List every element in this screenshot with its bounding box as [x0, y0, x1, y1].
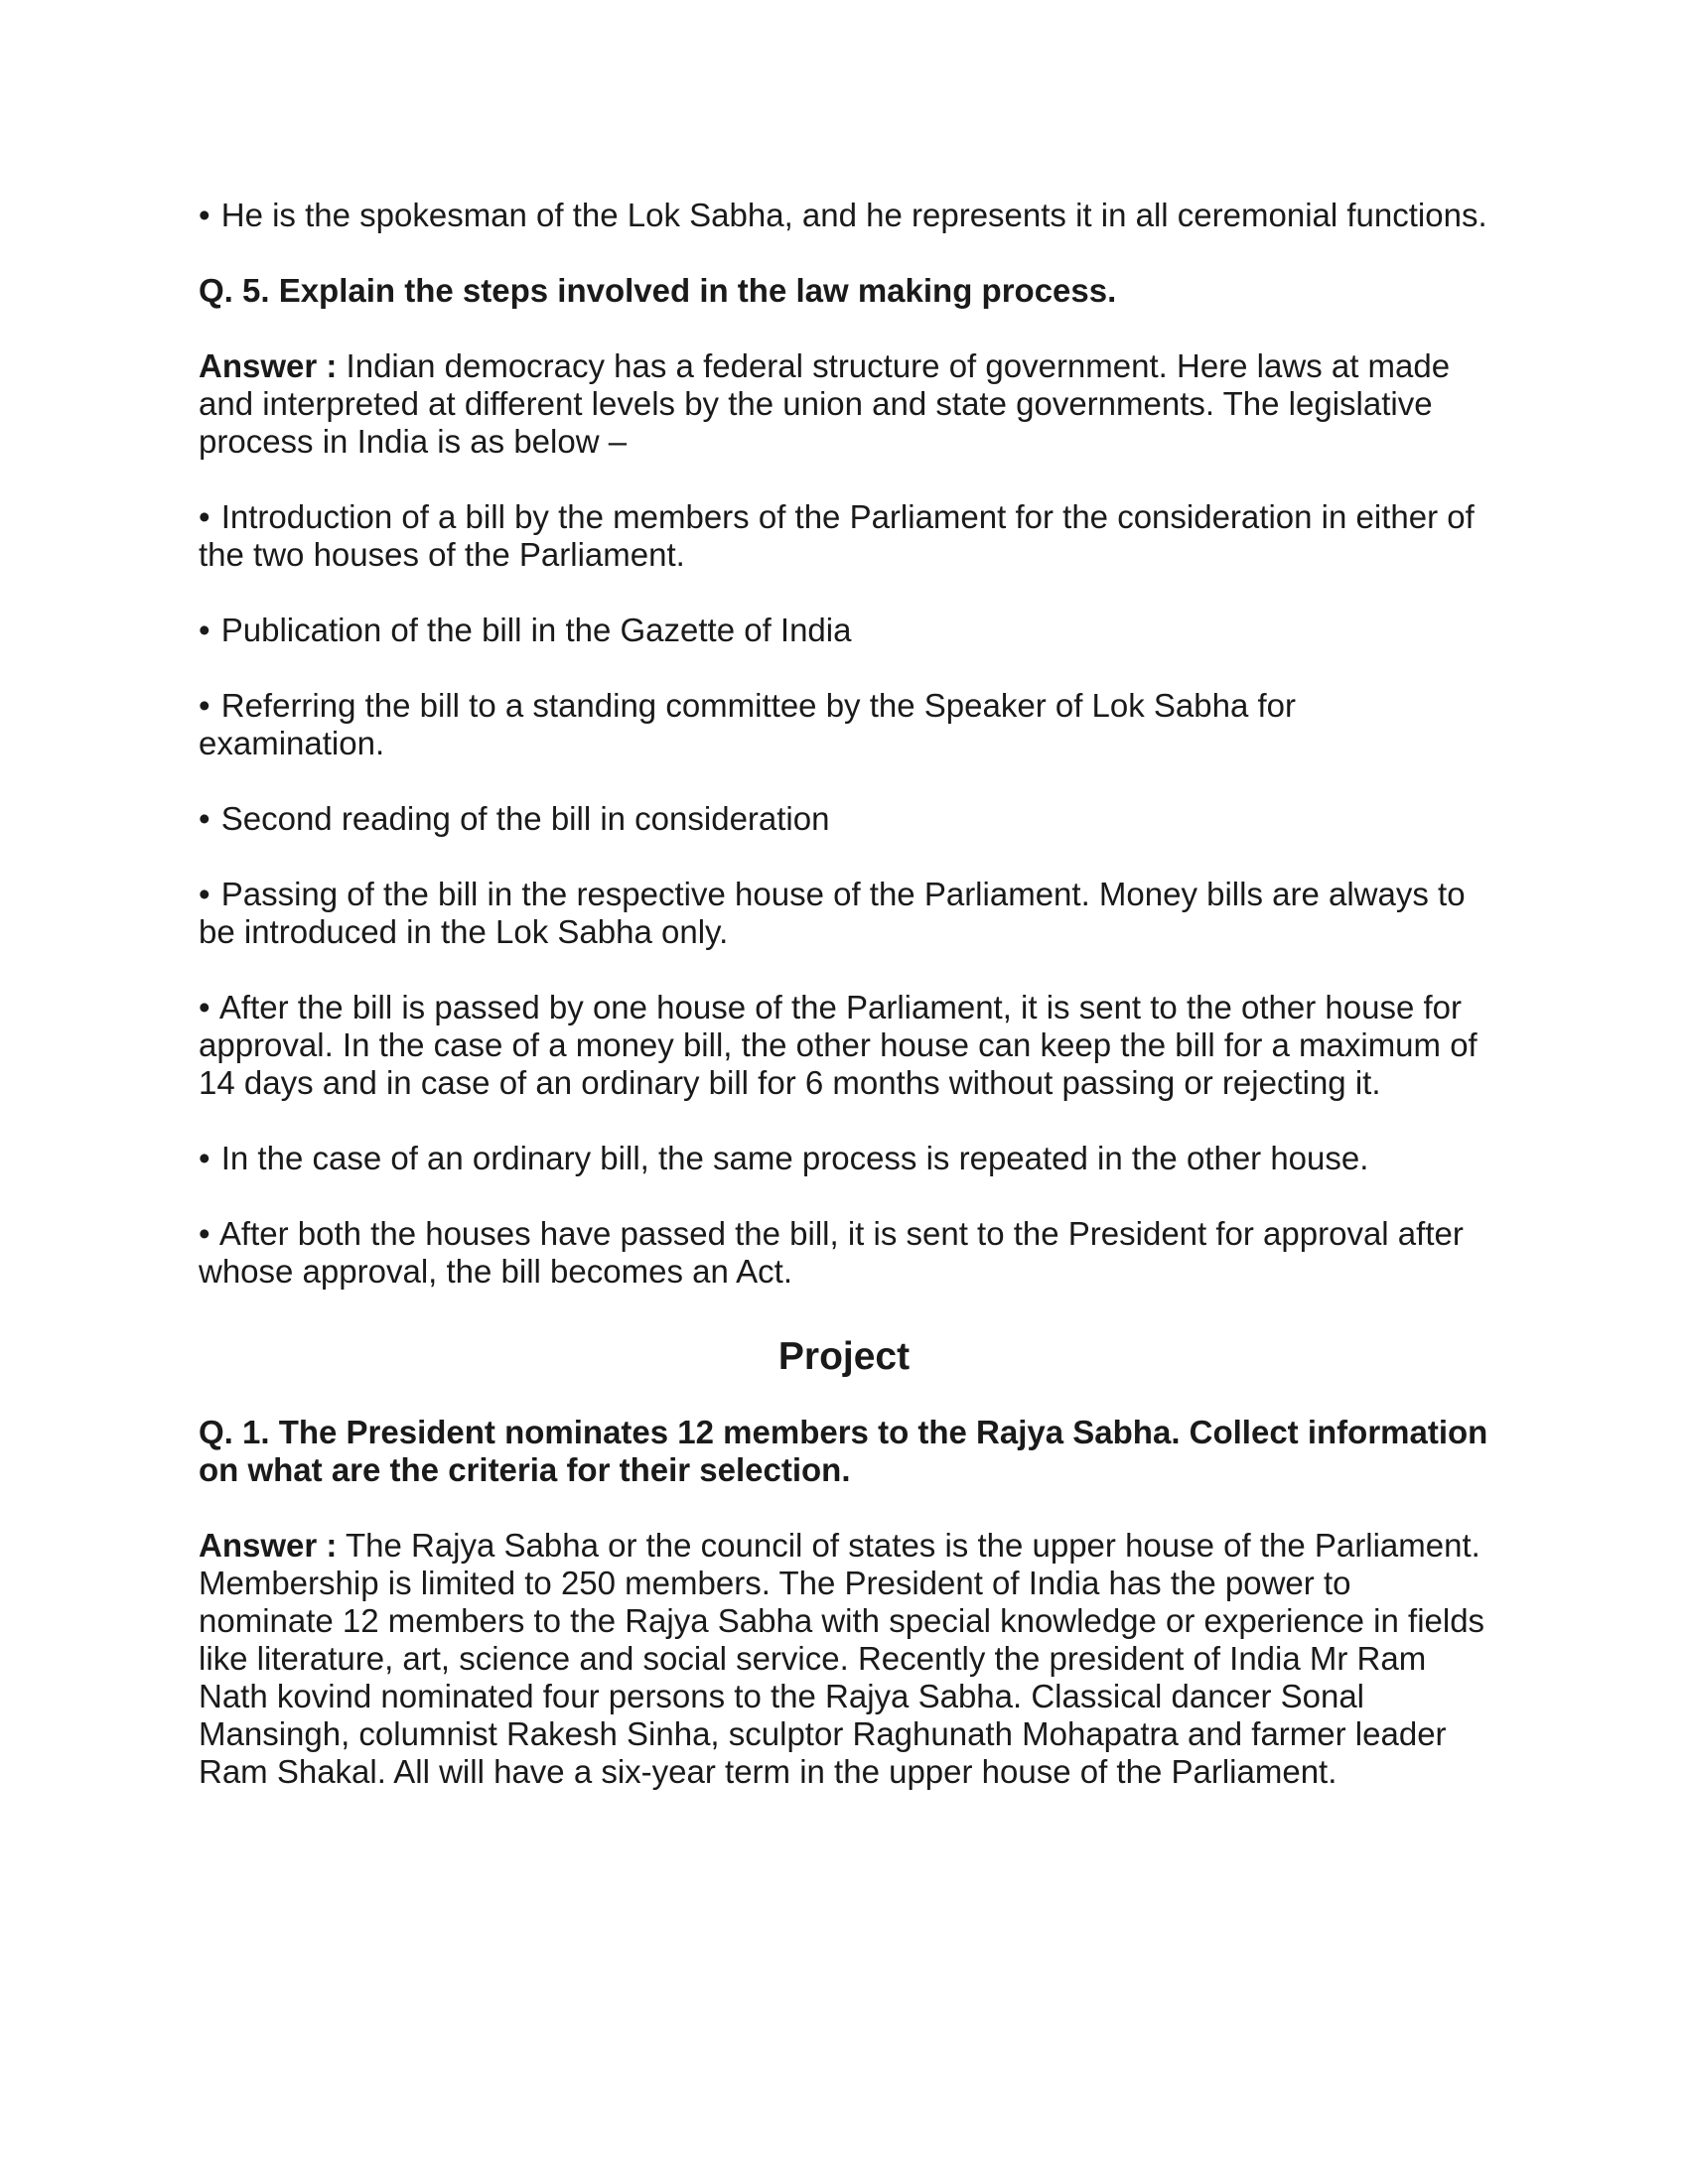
q5-step: [199, 687, 1489, 762]
intro-bullet: [199, 197, 1489, 234]
q5-question: Q. 5. Explain the steps involved in the law making process.: [199, 272, 1117, 309]
bullet-marker: •: [199, 800, 211, 837]
q1-answer: [199, 1527, 1489, 1791]
bullet-marker: •: [199, 989, 211, 1025]
q5-step: [199, 1140, 1489, 1177]
q5-answer: [199, 347, 1489, 461]
q5-answer-label: Answer :: [199, 347, 338, 384]
document-page: [199, 197, 1489, 1829]
q5-step: [199, 612, 1489, 649]
q5-step: [199, 876, 1489, 951]
q5-step-text: After both the houses have passed the bill, it is sent to the President for approval after whose approval, the bill becomes an Act.: [199, 1215, 1464, 1290]
q1-answer-text: The Rajya Sabha or the council of states is the upper house of the Parliament. Membership is limited to 250 members. The President of India has the power to nominate 12 members to the Rajya Sabha with special knowledge or experience in fields like literature, art, science and social service. Recently the president of India Mr Ram Nath kovind nominated four persons to the Rajya Sabha. Classical dancer Sonal Mansingh, columnist Rakesh Sinha, sculptor Raghunath Mohapatra and farmer leader Ram Shakal. All will have a six-year term in the upper house of the Parliament.: [199, 1527, 1485, 1790]
intro-bullet-text: He is the spokesman of the Lok Sabha, and he represents it in all ceremonial functions.: [220, 197, 1487, 233]
bullet-marker: •: [199, 687, 211, 724]
q5-step-text: Passing of the bill in the respective house of the Parliament. Money bills are always to be introduced in the Lok Sabha only.: [199, 876, 1466, 950]
q5-step: [199, 1215, 1489, 1291]
q5-step-text: Introduction of a bill by the members of the Parliament for the consideration in either of the two houses of the Parliament.: [199, 498, 1475, 573]
q5-step: [199, 800, 1489, 838]
q1-answer-label: Answer :: [199, 1527, 338, 1564]
bullet-marker: •: [199, 876, 211, 912]
q5-step-text: Publication of the bill in the Gazette of India: [220, 612, 852, 648]
section-title: Project: [777, 1335, 911, 1378]
bullet-marker: •: [199, 498, 211, 535]
q1-question: Q. 1. The President nominates 12 members to the Rajya Sabha. Collect information on what are the criteria for their selection.: [199, 1414, 1488, 1488]
q5-step-text: Second reading of the bill in consideration: [220, 800, 830, 837]
q5-step-text: After the bill is passed by one house of the Parliament, it is sent to the other house for approval. In the case of a money bill, the other house can keep the bill for a maximum of 14 days and in case of an ordinary bill for 6 months without passing or rejecting it.: [199, 989, 1477, 1101]
q5-step-text: Referring the bill to a standing committee by the Speaker of Lok Sabha for examination.: [199, 687, 1297, 761]
q5-answer-text: Indian democracy has a federal structure of government. Here laws at made and interpreted at different levels by the union and state governments. The legislative process in India is as below –: [199, 347, 1451, 460]
bullet-marker: •: [199, 1215, 211, 1252]
q5-step-text: In the case of an ordinary bill, the same process is repeated in the other house.: [220, 1140, 1369, 1176]
bullet-marker: •: [199, 197, 211, 233]
q5-step: [199, 989, 1489, 1102]
bullet-marker: •: [199, 1140, 211, 1176]
bullet-marker: •: [199, 612, 211, 648]
q5-step: [199, 498, 1489, 574]
